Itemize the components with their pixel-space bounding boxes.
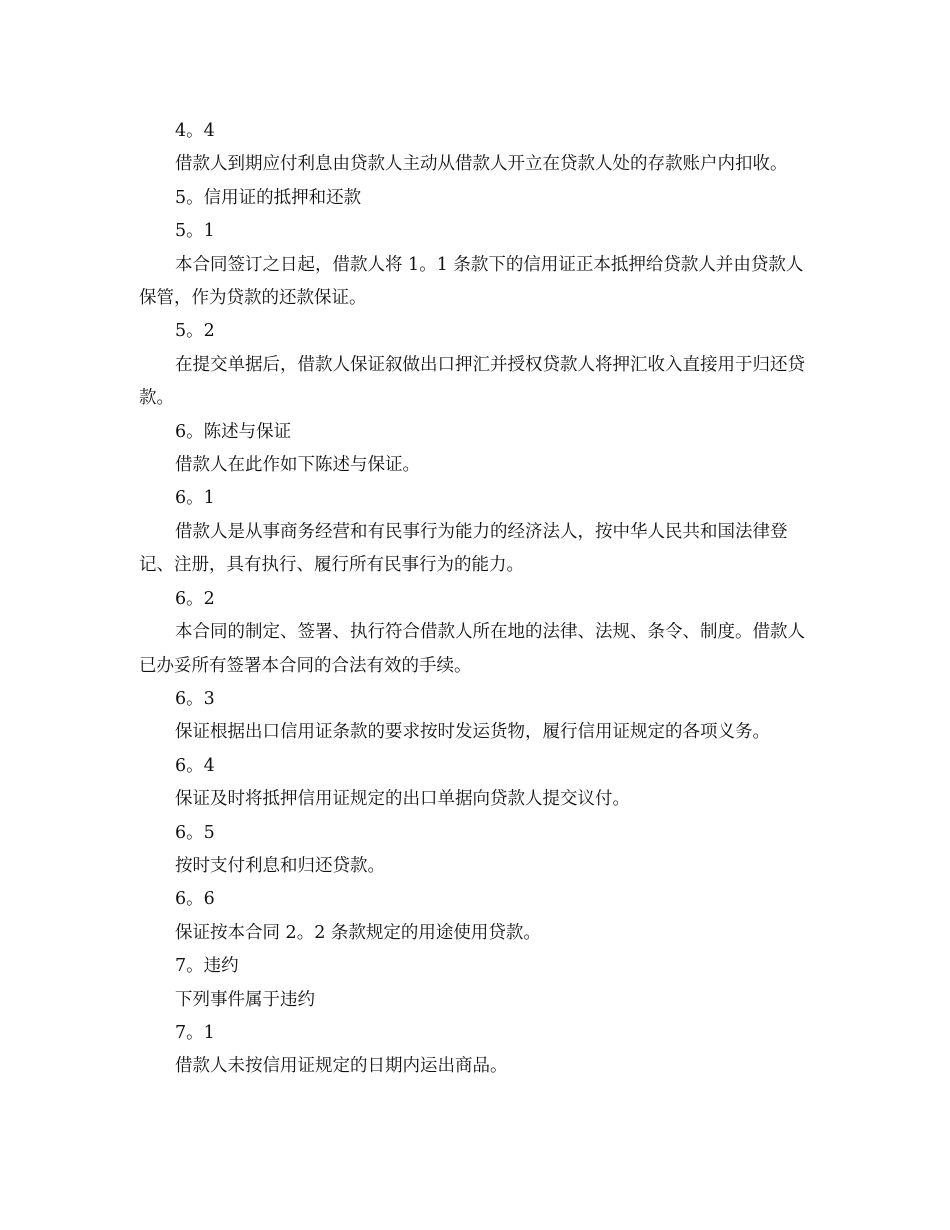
clause-text: 本合同的制定、签署、执行符合借款人所在地的法律、法规、条令、制度。借款人已办妥所有签署本合同的合法有效的手续。: [139, 622, 805, 676]
section-heading: 5。信用证的抵押和还款: [175, 187, 362, 208]
clause-text: 保证按本合同 2。2 条款规定的用途使用贷款。: [175, 922, 541, 943]
clause-number: 4。4: [175, 121, 215, 141]
section-heading: 7。违约: [175, 956, 239, 977]
clause-text: 在提交单据后，借款人保证叙做出口押汇并授权贷款人将押汇收入直接用于归还贷款。: [139, 354, 805, 409]
clause-text: 借款人在此作如下陈述与保证。: [175, 455, 420, 476]
clause-number: 6。5: [175, 822, 215, 843]
clause-number: 5。2: [175, 321, 215, 342]
document-body: [139, 115, 819, 1084]
clause-text: 借款人未按信用证规定的日期内运出商品。: [175, 1056, 508, 1077]
section-heading: 6。陈述与保证: [175, 421, 292, 442]
clause-text: 保证根据出口信用证条款的要求按时发运货物，履行信用证规定的各项义务。: [175, 722, 770, 743]
clause-number: 6。3: [175, 688, 215, 709]
clause-text: 下列事件属于违约: [175, 989, 315, 1010]
clause-text: 本合同签订之日起，借款人将 1。1 条款下的信用证正本抵押给贷款人并由贷款人保管，作为贷款的还款保证。: [139, 254, 804, 309]
clause-text: 保证及时将抵押信用证规定的出口单据向贷款人提交议付。: [175, 789, 630, 810]
clause-number: 6。2: [175, 588, 215, 609]
clause-number: 5。1: [175, 221, 215, 242]
clause-number: 6。6: [175, 889, 215, 910]
clause-number: 7。1: [175, 1022, 215, 1043]
clause-text: 按时支付利息和归还贷款。: [175, 855, 385, 876]
clause-text: 借款人到期应付利息由贷款人主动从借款人开立在贷款人处的存款账户内扣收。: [175, 154, 788, 175]
clause-text: 借款人是从事商务经营和有民事行为能力的经济法人，按中华人民共和国法律登记、注册，具有执行、履行所有民事行为的能力。: [139, 521, 788, 576]
clause-number: 6。1: [175, 488, 215, 509]
clause-number: 6。4: [175, 755, 215, 776]
